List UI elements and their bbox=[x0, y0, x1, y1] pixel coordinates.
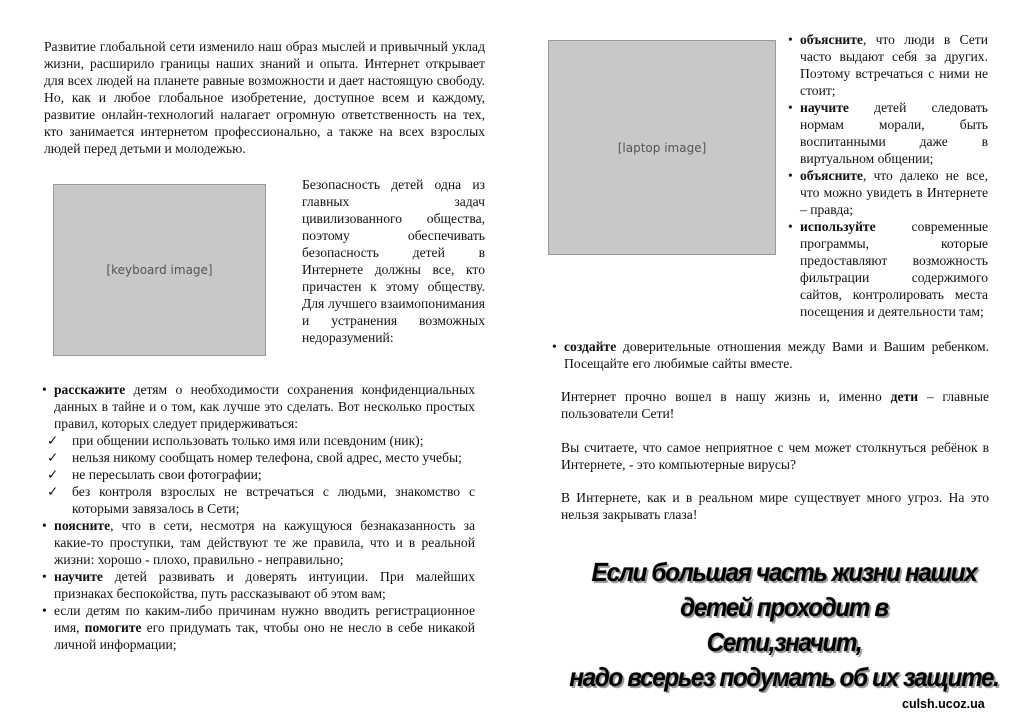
help-keyboard-image: [keyboard image] bbox=[53, 184, 266, 356]
advice-verb: расскажите bbox=[54, 382, 126, 397]
list-item bbox=[788, 99, 988, 167]
advice-text: доверительные отношения между Вами и Вашим ребенком. Посещайте его любимые сайты вместе. bbox=[564, 339, 989, 371]
slogan-line: Если большая часть жизни наших детей проходит в bbox=[591, 557, 977, 622]
rule-item bbox=[42, 483, 475, 517]
bullet-icon: • bbox=[42, 382, 47, 397]
net-text-post: – главные пользователи Сети! bbox=[561, 389, 989, 421]
bullet-icon: • bbox=[42, 518, 47, 533]
slogan-line: надо всерьез подумать об их защите. bbox=[569, 662, 999, 692]
list-item bbox=[42, 568, 475, 602]
checkmark-icon: ✓ bbox=[47, 450, 59, 465]
rule-text: нельзя никому сообщать номер телефона, свой адрес, место учебы; bbox=[72, 450, 462, 465]
rule-item bbox=[42, 449, 475, 466]
checkmark-icon: ✓ bbox=[47, 433, 59, 448]
list-item bbox=[42, 602, 475, 653]
site-url: culsh.ucoz.ua bbox=[902, 697, 985, 711]
danger-paragraph: В Интернете, как и в реальном мире существует много угроз. На это нельзя закрывать глаза! bbox=[561, 490, 989, 522]
slogan bbox=[565, 555, 1004, 695]
rule-item bbox=[42, 432, 475, 449]
list-item bbox=[42, 381, 475, 432]
bullet-icon: • bbox=[788, 168, 793, 183]
virus-paragraph: Вы считаете, что самое неприятное с чем может столкнуться ребёнок в Интернете, - это компьютерные вирусы? bbox=[561, 440, 989, 472]
rule-text: при общении использовать только имя или псевдоним (ник); bbox=[72, 433, 424, 448]
left-advice-list bbox=[42, 381, 475, 653]
advice-verb: создайте bbox=[564, 339, 617, 354]
advice-text: , что далеко не все, что можно увидеть в Интернете – правда; bbox=[800, 168, 988, 217]
rules-intro: Вот несколько простых правил, которых следует придерживаться: bbox=[54, 399, 475, 431]
bullet-icon: • bbox=[788, 219, 793, 234]
advice-verb: объясните bbox=[800, 32, 863, 47]
advice-pre: если детям по каким-либо причинам нужно вводить регистрационное имя, bbox=[54, 603, 475, 635]
list-item bbox=[788, 218, 988, 320]
advice-text: детей следовать нормам морали, быть воспитанными даже в виртуальном общении; bbox=[800, 100, 988, 166]
advice-text: , что люди в Сети часто выдают себя за других. Поэтому встречаться с ними не стоит; bbox=[800, 32, 988, 98]
advice-verb: поясните bbox=[54, 518, 111, 533]
advice-text: его придумать так, чтобы оно не несло в себе никакой личной информации; bbox=[54, 620, 475, 652]
laptop-image: [laptop image] bbox=[548, 40, 776, 255]
internet-paragraph bbox=[561, 388, 989, 422]
list-item bbox=[552, 338, 989, 372]
net-text-pre: Интернет прочно вошел в нашу жизнь и, именно bbox=[561, 389, 891, 404]
trust-advice bbox=[552, 338, 989, 372]
advice-verb: объясните bbox=[800, 168, 863, 183]
checkmark-icon: ✓ bbox=[47, 484, 59, 499]
advice-text: современные программы, которые предоставляют возможность фильтрации содержимого сайтов, контролировать места посещения и деятельности там; bbox=[800, 219, 988, 319]
advice-text: , что в сети, несмотря на кажущуюся безнаказанность за какие-то проступки, там действуют те же правила, что и в реальной жизни: хорошо - плохо, правильно - неправильно; bbox=[54, 518, 475, 567]
bullet-icon: • bbox=[42, 569, 47, 584]
advice-text: детей развивать и доверять интуиции. При малейших признаках беспокойства, путь рассказывают об этом вам; bbox=[54, 569, 475, 601]
checkmark-icon: ✓ bbox=[47, 467, 59, 482]
safety-paragraph: Безопасность детей одна из главных задач цивилизованного общества, поэтому обеспечивать безопасность детей в Интернете должны все, кто причастен к этому обществу. Для лучшего взаимопонимания и устранения возможных недоразумений: bbox=[302, 177, 485, 345]
advice-verb: научите bbox=[800, 100, 849, 115]
net-text-bold: дети bbox=[890, 389, 919, 404]
list-item bbox=[42, 517, 475, 568]
bullet-icon: • bbox=[788, 100, 793, 115]
slogan-line: Сети,значит, bbox=[706, 627, 862, 657]
rule-text: не пересылать свои фотографии; bbox=[72, 467, 262, 482]
rule-text: без контроля взрослых не встречаться с людьми, знакомство с которыми завязалось в Сети; bbox=[72, 484, 475, 516]
bullet-icon: • bbox=[552, 339, 557, 354]
list-item bbox=[788, 31, 988, 99]
rule-item bbox=[42, 466, 475, 483]
advice-text: детям о необходимости сохранения конфиденциальных данных в тайне и о том, как лучше это сделать. bbox=[54, 382, 475, 414]
intro-paragraph: Развитие глобальной сети изменило наш образ мыслей и привычный уклад жизни, расширило границы наших знаний и опыта. Интернет открывает для всех людей на планете равные возможности и дает настоящую свободу. Но, как и любое глобальное изобретение, доступное всем и каждому, развитие онлайн-технологий налагает огромную ответственность на тех, кто занимается интернетом профессионально, а также на всех взрослых людей перед детьми и молодежью. bbox=[44, 39, 485, 156]
bullet-icon: • bbox=[42, 603, 47, 618]
advice-verb: научите bbox=[54, 569, 103, 584]
list-item bbox=[788, 167, 988, 218]
advice-verb: помогите bbox=[84, 620, 142, 635]
bullet-icon: • bbox=[788, 32, 793, 47]
advice-verb: используйте bbox=[800, 219, 876, 234]
right-advice-list bbox=[788, 31, 988, 320]
